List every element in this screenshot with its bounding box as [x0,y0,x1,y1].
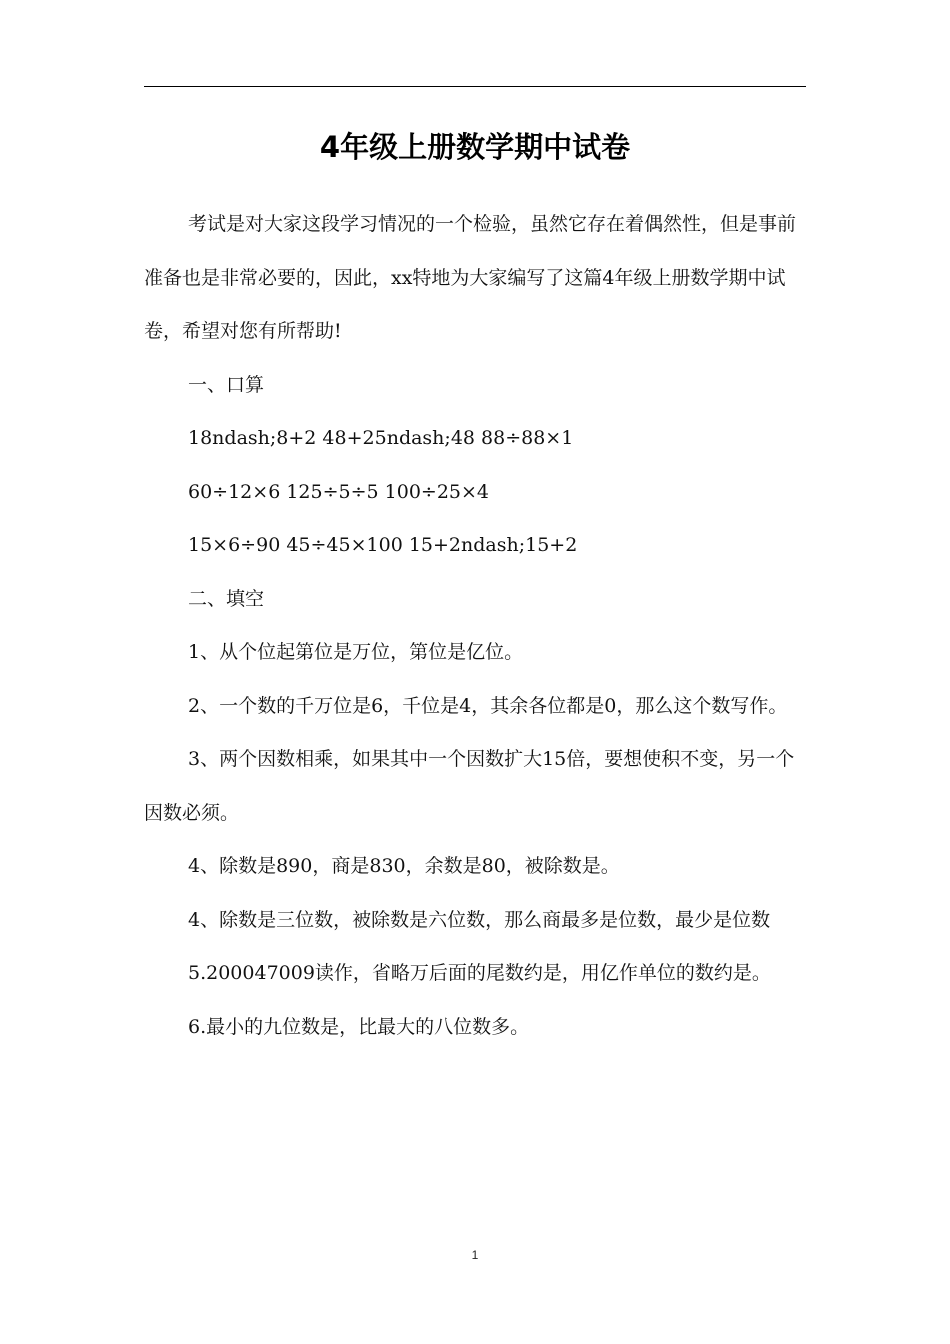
document-title: 4年级上册数学期中试卷 [319,130,631,164]
header-rule [144,86,806,87]
mental-math-row-1: 18ndash;8+2 48+25ndash;48 88÷88×1 [188,427,574,449]
question-4b: 4、除数是三位数，被除数是六位数，那么商最多是位数，最少是位数 [188,908,771,931]
question-4a: 4、除数是890，商是830，余数是80，被除数是。 [188,855,620,877]
question-5: 5.200047009读作，省略万后面的尾数约是，用亿作单位的数约是。 [188,962,771,984]
intro-paragraph: 考试是对大家这段学习情况的一个检验，虽然它存在着偶然性，但是事前准备也是非常必要的，因此，xx特地为大家编写了这篇4年级上册数学期中试卷，希望对您有所帮助! [144,213,797,342]
question-6: 6.最小的九位数是，比最大的八位数多。 [188,1015,530,1038]
document-body [144,198,806,1054]
section-heading-fill-blank: 二、填空 [188,587,265,610]
question-2: 2、一个数的千万位是6，千位是4，其余各位都是0，那么这个数写作。 [188,694,788,717]
page-number: 1 [471,1248,479,1262]
mental-math-row-3: 15×6÷90 45÷45×100 15+2ndash;15+2 [188,534,578,556]
question-3: 3、两个因数相乘，如果其中一个因数扩大15倍，要想使积不变，另一个因数必须。 [144,748,795,824]
question-1: 1、从个位起第位是万位，第位是亿位。 [188,641,524,663]
section-heading-mental-math: 一、口算 [188,373,265,396]
mental-math-row-2: 60÷12×6 125÷5÷5 100÷25×4 [188,480,490,503]
